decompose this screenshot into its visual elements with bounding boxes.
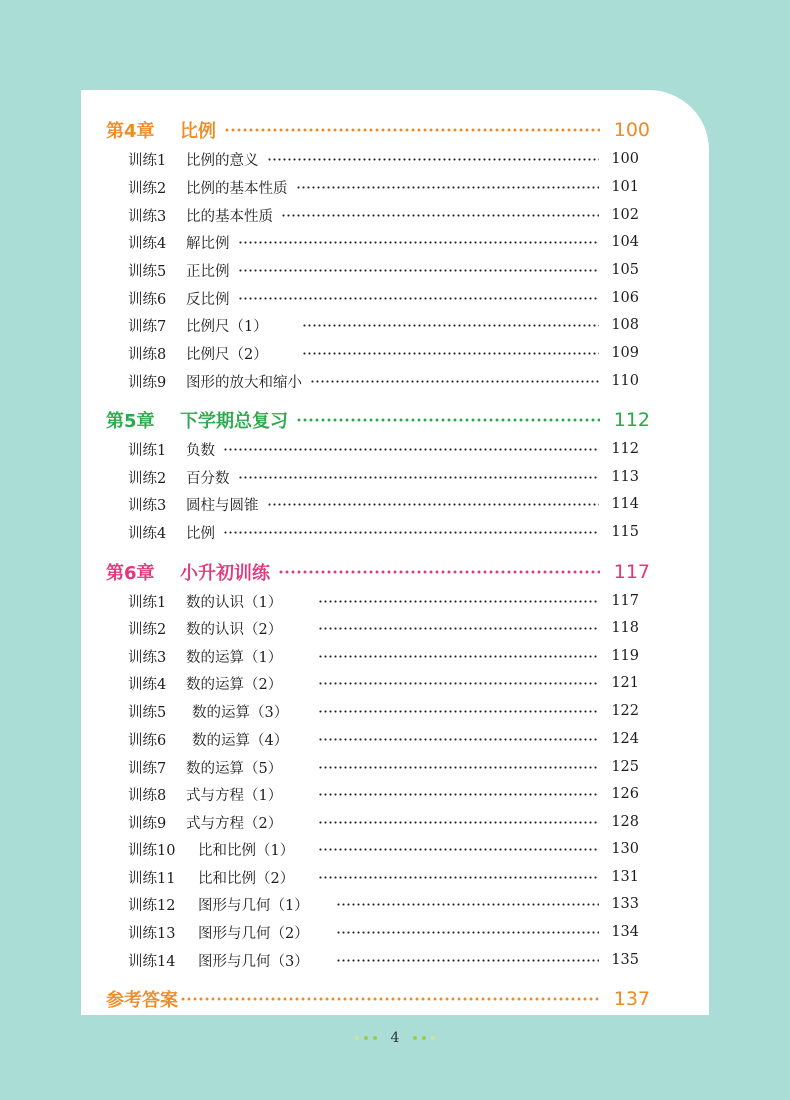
entry-number: 训练3 [128,208,167,225]
chapter-page: 137 [613,988,650,1010]
leader-dots [302,352,599,355]
decorative-dots-left [355,1036,377,1040]
entry-title: 圆柱与圆锥 [186,497,259,514]
chapter-number: 第5章 [106,411,155,432]
entry-page: 106 [611,290,639,306]
entry-number: 训练13 [128,925,176,942]
entry-page: 131 [611,869,639,885]
toc-entry[interactable] [128,699,639,723]
entry-page: 109 [611,345,639,361]
entry-page: 108 [611,317,639,333]
entry-title: 负数 [186,442,215,459]
toc-entry[interactable] [128,782,639,806]
chapter-6-heading[interactable] [106,557,650,587]
entry-title: 比和比例（1） [198,842,295,859]
page-footer [0,1028,790,1048]
leader-dots [267,503,600,506]
chapter-page: 100 [613,119,650,141]
entry-title: 数的运算（1） [186,649,283,666]
leader-dots [278,570,600,574]
entry-page: 133 [611,896,639,912]
leader-dots [318,738,599,741]
entry-title: 数的认识（1） [186,594,283,611]
chapter-4-heading[interactable] [106,115,650,145]
entry-number: 训练1 [128,152,167,169]
entry-page: 121 [611,675,639,691]
entry-title: 比例尺（1） [186,318,268,335]
toc-entry[interactable] [128,644,639,668]
leader-dots [318,793,599,796]
chapter-number: 第6章 [106,563,155,584]
leader-dots [180,997,600,1001]
toc-entry[interactable] [128,520,639,544]
toc-entry[interactable] [128,313,639,337]
entry-number: 训练11 [128,870,176,887]
entry-title: 数的运算（5） [186,760,283,777]
entry-number: 训练8 [128,346,167,363]
entry-number: 训练4 [128,525,167,542]
entry-title: 比例 [186,525,215,542]
chapter-5-heading[interactable] [106,405,650,435]
leader-dots [296,186,600,189]
entry-title: 数的运算（2） [186,676,283,693]
entry-number: 训练2 [128,180,167,197]
toc-entry[interactable] [128,286,639,310]
leader-dots [302,324,599,327]
leader-dots [318,821,599,824]
entry-page: 130 [611,841,639,857]
entry-page: 117 [611,593,639,609]
entry-title: 比例的基本性质 [186,180,288,197]
leader-dots [318,710,599,713]
entry-number: 训练1 [128,594,167,611]
entry-title: 比和比例（2） [198,870,295,887]
entry-page: 101 [611,179,639,195]
leader-dots [336,903,599,906]
toc-entry[interactable] [128,892,639,916]
entry-title: 比例的意义 [186,152,259,169]
entry-title: 数的认识（2） [186,621,283,638]
chapter-title: 参考答案 [106,990,178,1011]
toc-entry[interactable] [128,810,639,834]
chapter-title: 小升初训练 [180,563,270,584]
leader-dots [318,876,599,879]
chapter-page: 112 [613,409,650,431]
entry-number: 训练14 [128,953,176,970]
leader-dots [238,476,600,479]
entry-number: 训练2 [128,470,167,487]
answers-heading[interactable] [106,984,650,1014]
entry-page: 126 [611,786,639,802]
entry-page: 135 [611,952,639,968]
toc-entry[interactable] [128,175,639,199]
entry-title: 比例尺（2） [186,346,268,363]
entry-title: 数的运算（3） [192,704,289,721]
entry-number: 训练5 [128,263,167,280]
entry-page: 113 [611,469,639,485]
leader-dots [318,848,599,851]
toc-entry[interactable] [128,230,639,254]
entry-page: 100 [611,151,639,167]
entry-title: 正比例 [186,263,230,280]
entry-title: 反比例 [186,291,230,308]
entry-number: 训练9 [128,815,167,832]
chapter-page: 117 [613,561,650,583]
entry-number: 训练3 [128,497,167,514]
toc-entry[interactable] [128,865,639,889]
chapter-title: 比例 [180,121,216,142]
entry-title: 比的基本性质 [186,208,273,225]
entry-page: 104 [611,234,639,250]
leader-dots [318,600,599,603]
toc-entry[interactable] [128,616,639,640]
entry-title: 数的运算（4） [192,732,289,749]
entry-title: 解比例 [186,235,230,252]
entry-page: 105 [611,262,639,278]
leader-dots [267,158,600,161]
entry-page: 102 [611,207,639,223]
toc-entry[interactable] [128,755,639,779]
toc-entry[interactable] [128,147,639,171]
leader-dots [223,448,599,451]
toc-entry[interactable] [128,258,639,282]
entry-number: 训练5 [128,704,167,721]
entry-page: 115 [611,524,639,540]
entry-page: 122 [611,703,639,719]
toc-entry[interactable] [128,203,639,227]
leader-dots [238,269,600,272]
toc-entry[interactable] [128,465,639,489]
toc-entry[interactable] [128,727,639,751]
leader-dots [238,241,600,244]
leader-dots [318,655,599,658]
toc-entry[interactable] [128,948,639,972]
entry-page: 128 [611,814,639,830]
page-number: 4 [390,1030,400,1046]
decorative-dots-right [413,1036,435,1040]
entry-title: 图形与几何（2） [198,925,309,942]
leader-dots [318,682,599,685]
entry-page: 119 [611,648,639,664]
leader-dots [310,380,599,383]
entry-number: 训练2 [128,621,167,638]
entry-number: 训练10 [128,842,176,859]
entry-page: 110 [611,373,639,389]
entry-title: 图形与几何（1） [198,897,309,914]
entry-number: 训练8 [128,787,167,804]
toc-entry[interactable] [128,671,639,695]
entry-number: 训练6 [128,291,167,308]
entry-number: 训练12 [128,897,176,914]
entry-page: 134 [611,924,639,940]
toc-entry[interactable] [128,589,639,613]
entry-title: 图形与几何（3） [198,953,309,970]
toc-entry[interactable] [128,837,639,861]
entry-number: 训练1 [128,442,167,459]
entry-page: 112 [611,441,639,457]
leader-dots [224,128,600,132]
entry-number: 训练4 [128,235,167,252]
toc-entry[interactable] [128,920,639,944]
entry-number: 训练7 [128,318,167,335]
chapter-number: 第4章 [106,121,155,142]
entry-title: 式与方程（1） [186,787,283,804]
entry-page: 125 [611,759,639,775]
entry-number: 训练7 [128,760,167,777]
leader-dots [336,959,599,962]
entry-title: 百分数 [186,470,230,487]
entry-page: 124 [611,731,639,747]
leader-dots [238,297,600,300]
toc-entry[interactable] [128,437,639,461]
leader-dots [223,531,599,534]
entry-page: 114 [611,496,639,512]
entry-number: 训练3 [128,649,167,666]
entry-title: 图形的放大和缩小 [186,374,302,391]
leader-dots [318,766,599,769]
entry-number: 训练6 [128,732,167,749]
toc-entry[interactable] [128,341,639,365]
entry-title: 式与方程（2） [186,815,283,832]
toc-entry[interactable] [128,369,639,393]
entry-page: 118 [611,620,639,636]
leader-dots [281,214,599,217]
leader-dots [296,418,600,422]
chapter-title: 下学期总复习 [180,411,288,432]
leader-dots [318,627,599,630]
entry-number: 训练9 [128,374,167,391]
entry-number: 训练4 [128,676,167,693]
toc-entry[interactable] [128,492,639,516]
leader-dots [336,931,599,934]
